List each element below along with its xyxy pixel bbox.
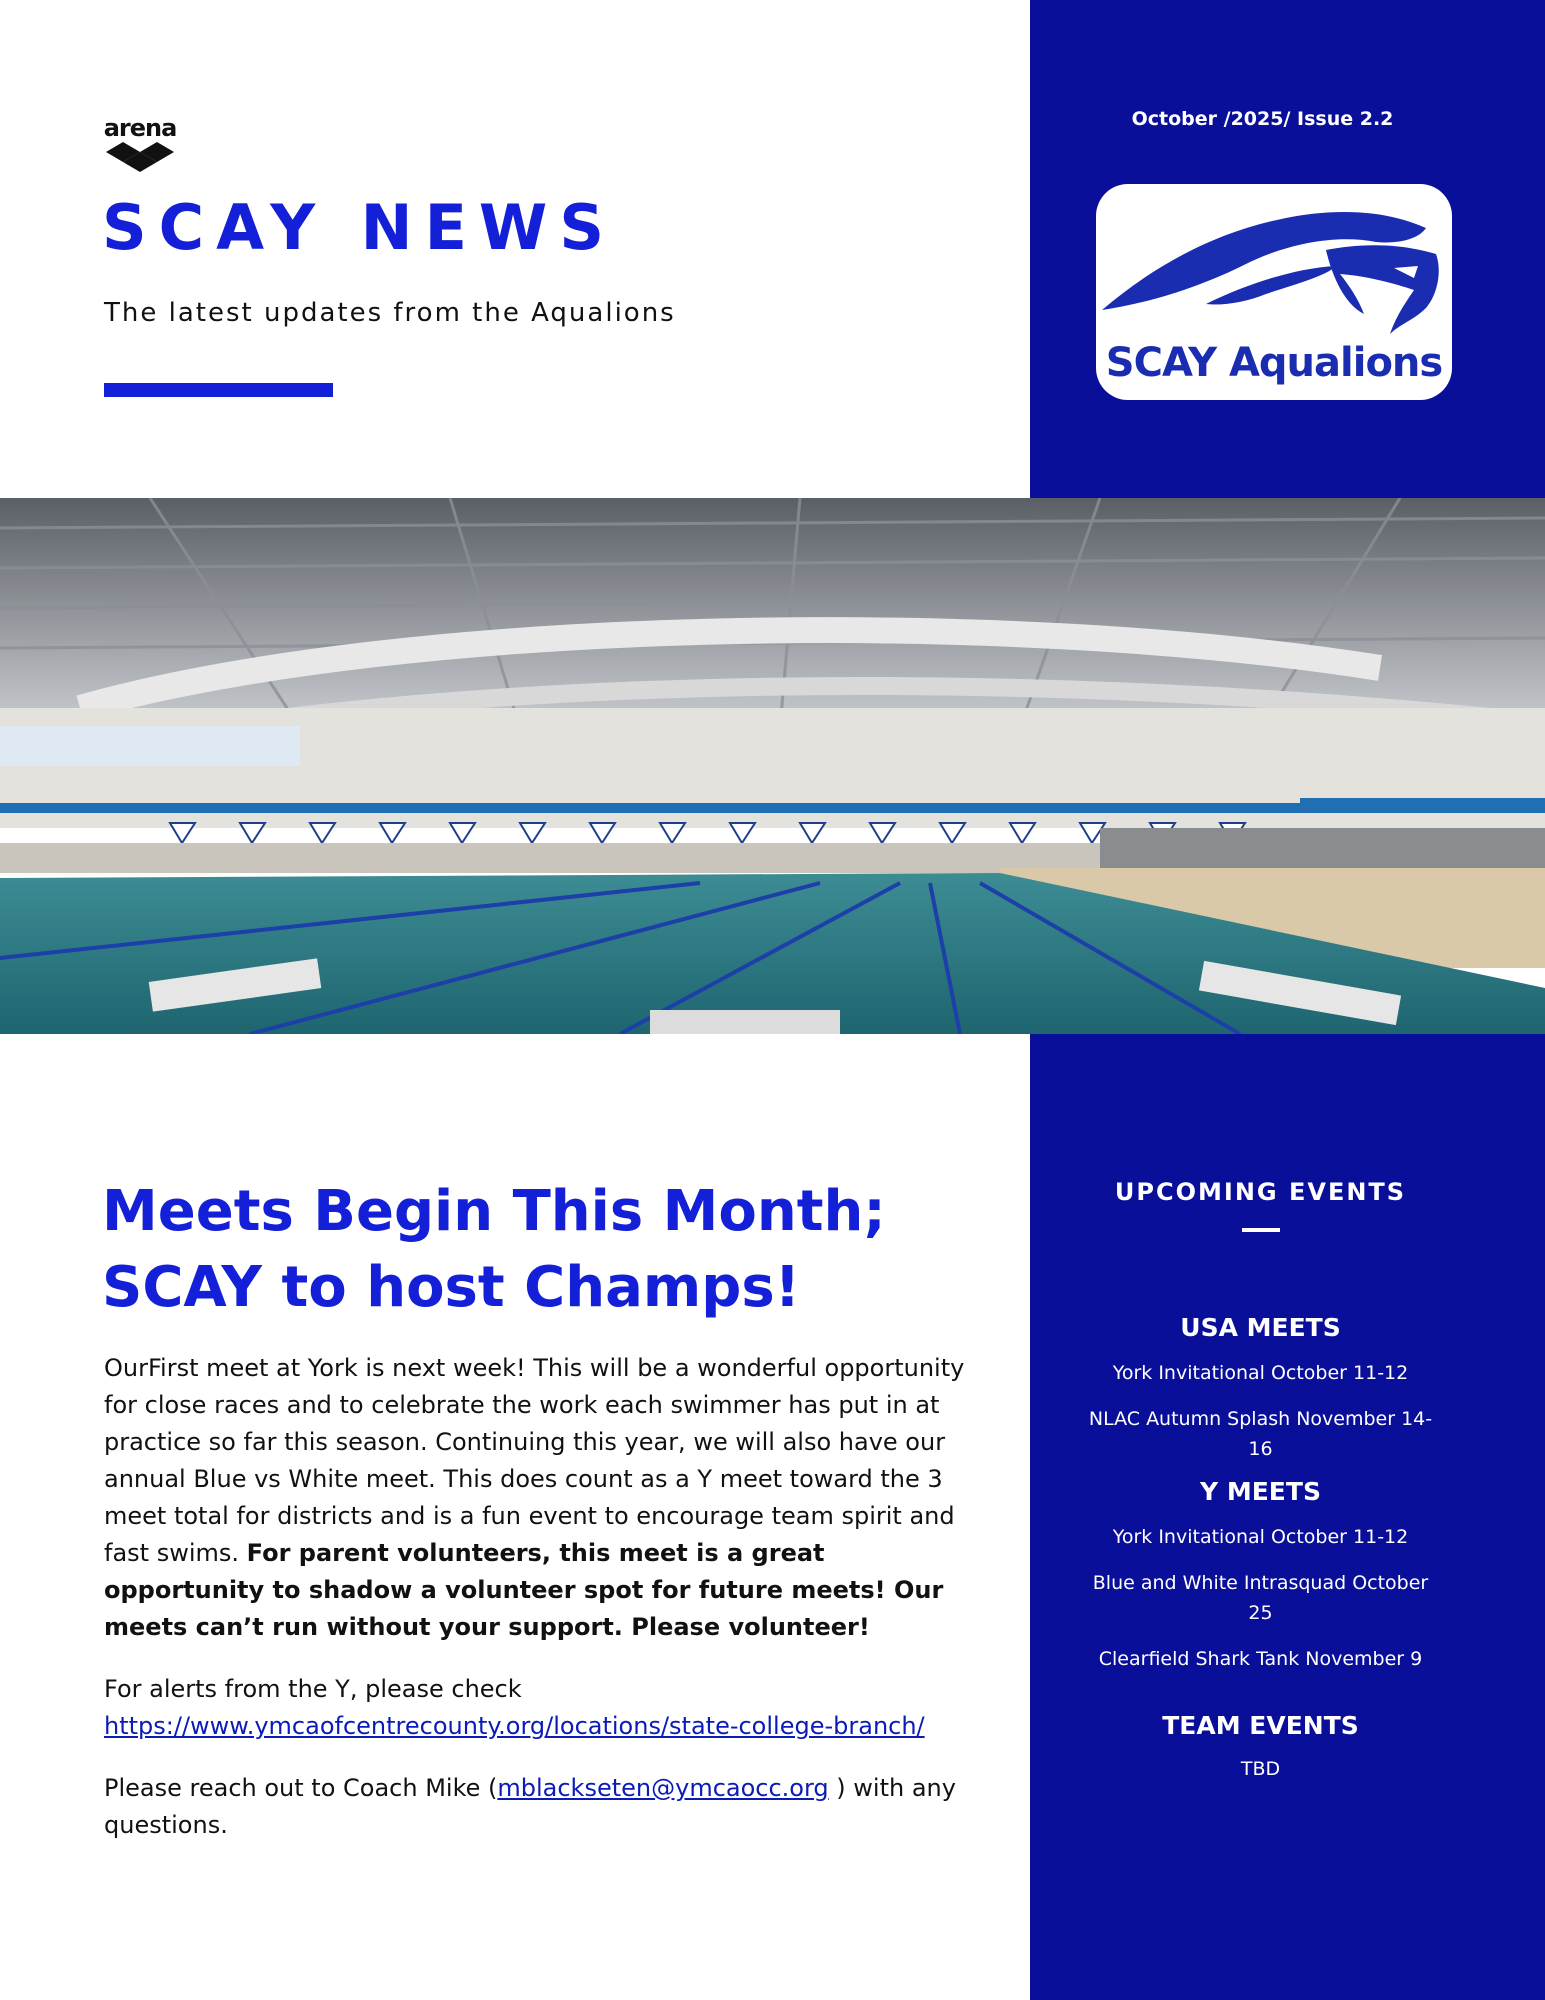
usa-meet-item: NLAC Autumn Splash November 14-16 [1088,1408,1433,1460]
pool-photo [0,498,1545,1034]
team-event-item: TBD [1240,1758,1281,1780]
team-events-heading: TEAM EVENTS [1162,1711,1359,1740]
team-logo [1096,184,1452,400]
volunteer-callout: For parent volunteers, this meet is a great opportunity to shadow a volunteer spot for future meets! Our meets can’t run without your support. Please volunteer! [104,1539,944,1641]
events-title: UPCOMING EVENTS [1114,1178,1407,1206]
arena-diamond-icon [106,140,174,172]
team-logo-text: SCAY Aqualions [1105,340,1443,386]
usa-meets-heading: USA MEETS [1180,1313,1341,1342]
issue-label: October /2025/ Issue 2.2 [1131,108,1394,130]
usa-meet-item: York Invitational October 11-12 [1112,1362,1409,1384]
alerts-paragraph [104,1671,974,1745]
headline-line-2: SCAY to host Champs! [102,1255,801,1320]
accent-bar [104,383,333,397]
y-meet-item: Blue and White Intrasquad October 25 [1092,1572,1429,1624]
y-meets-heading: Y MEETS [1200,1477,1321,1506]
contact-suffix: ) with any questions. [104,1774,956,1839]
paragraph-text: OurFirst meet at York is next week! This will be a wonderful opportunity for close races and to celebrate the work each swimmer has put in at practice so far this season. Continuing this year, we will also have our annual Blue vs White meet. This does count as a Y meet toward the 3 meet total for districts and is a fun event to encourage team spirit and fast swims. [104,1354,965,1567]
alerts-text: For alerts from the Y, please check [104,1675,522,1703]
arena-logo [102,116,178,172]
coach-email-link[interactable]: mblackseten@ymcaocc.org [497,1774,829,1802]
newsletter-subtitle: The latest updates from the Aqualions [104,298,676,328]
newsletter-title: SCAY NEWS [102,191,616,264]
arena-logo-text: arena [103,114,177,142]
article-headline [102,1174,1002,1326]
y-meet-item: York Invitational October 11-12 [1112,1526,1409,1548]
article-paragraph [104,1350,974,1646]
ymca-link[interactable]: https://www.ymcaofcentrecounty.org/locations/state-college-branch/ [104,1712,925,1740]
upcoming-events [1030,1170,1491,1784]
y-meet-item: Clearfield Shark Tank November 9 [1098,1648,1423,1670]
headline-line-1: Meets Begin This Month; [102,1179,886,1244]
events-divider [1242,1228,1280,1232]
contact-prefix: Please reach out to Coach Mike ( [104,1774,498,1802]
contact-paragraph [104,1770,974,1844]
article-body [104,1350,974,1869]
